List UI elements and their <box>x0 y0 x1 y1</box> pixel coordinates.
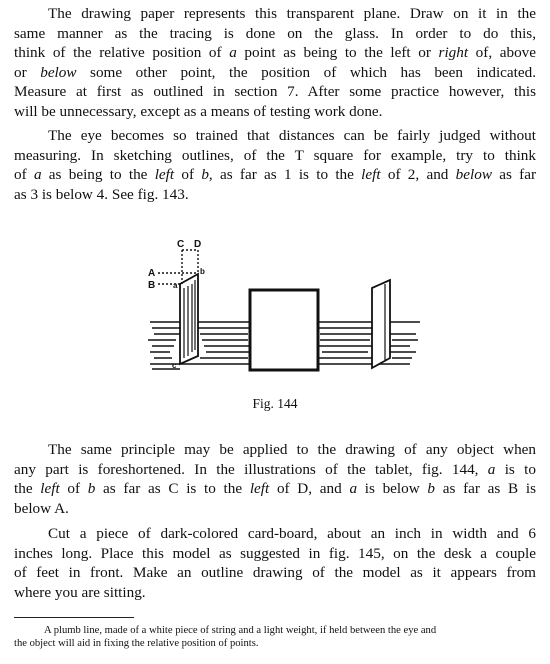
text-line: The drawing paper represents this transparent plane. Draw on it in the <box>48 5 536 22</box>
paragraph-eye-training <box>14 126 536 204</box>
left-tablet <box>180 274 198 364</box>
text-line: inches long. Place this model as suggested in fig. 145, on the desk a couple <box>14 544 536 562</box>
figure-tablets-illustration <box>140 232 430 392</box>
text-line: The same principle may be applied to the drawing of any object when <box>48 441 536 458</box>
text-line: below A. <box>14 499 69 517</box>
front-tablet <box>250 290 318 370</box>
footnote-line: the object will aid in fixing the relative position of points. <box>14 638 259 649</box>
text-line: Cut a piece of dark-colored card-board, about an inch in width and 6 <box>48 525 536 542</box>
text-line: think of the relative position of a point as being to the left or right of, above <box>14 44 537 62</box>
text-line: The eye becomes so trained that distances can be fairly judged without <box>48 127 536 144</box>
footnote-divider <box>14 617 134 618</box>
text-line: measuring. In sketching outlines, of the T square for example, try to think <box>14 146 536 164</box>
figure-caption: Fig. 144 <box>252 396 298 411</box>
label-c: C <box>177 239 185 250</box>
text-line: any part is foreshortened. In the illustrations of the tablet, fig. 144, a is to <box>14 460 536 478</box>
paragraph-perspective-plane <box>14 4 536 122</box>
text-line: Measure at first as outlined in section 7. After some practice however, this <box>14 83 536 101</box>
label-a-upper: A <box>148 268 156 279</box>
footnote-line: A plumb line, made of a white piece of string and a light weight, if held between the eye and <box>44 625 437 636</box>
paragraph-cardboard-model <box>14 524 536 602</box>
text-line: same manner as the tracing is done on the glass. In order to do this, <box>14 24 536 42</box>
text-line: of a as being to the left of b, as far as 1 is to the left of 2, and below as far <box>14 166 537 184</box>
figure-drawing <box>140 232 430 392</box>
footnote <box>14 624 536 650</box>
paragraph-foreshortening <box>14 440 536 518</box>
text-line: as 3 is below 4. See fig. 143. <box>14 185 189 203</box>
text-line: of feet in front. Make an outline drawing of the model as it appears from <box>14 564 536 582</box>
label-b-lower: b <box>200 267 205 276</box>
label-c-lower: c <box>172 361 177 370</box>
text-line: or below some other point, the position of which has been indicated. <box>14 63 537 81</box>
text-line: will be unnecessary, except as a means of testing work done. <box>14 102 383 120</box>
label-a-lower: a <box>173 281 178 290</box>
label-d: D <box>194 239 202 250</box>
label-b-upper: B <box>148 280 156 291</box>
text-line: where you are sitting. <box>14 583 146 601</box>
text-line: the left of b as far as C is to the left of D, and a is below b as far as B is <box>14 480 536 498</box>
right-tablet <box>372 280 390 368</box>
